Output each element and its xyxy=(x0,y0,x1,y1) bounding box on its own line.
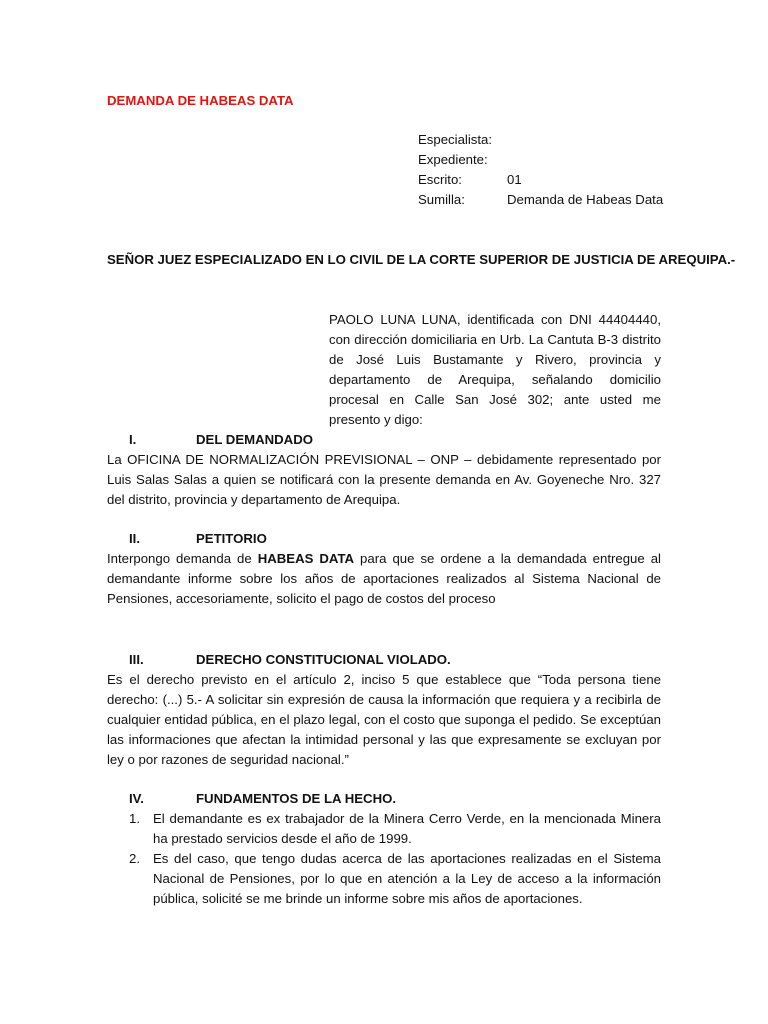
list-item xyxy=(107,809,661,849)
plaintiff-intro: PAOLO LUNA LUNA, identificada con DNI 44404440, con dirección domiciliaria en Urb. La Cantuta B-3 distrito de José Luis Bustamante y Rivero, provincia y departamento de Arequipa, señalando domicilio procesal en Calle San José 302; ante usted me presento y digo: xyxy=(329,312,661,427)
section-number: IV. xyxy=(129,791,144,806)
facts-list xyxy=(107,809,661,909)
section-heading xyxy=(107,650,661,670)
section-title: PETITORIO xyxy=(196,531,267,546)
body-text: para que se ordene a la demandada entregue al demandante informe sobre los años de aportaciones realizados al Sistema Nacional de Pensiones, accesoriamente, solicito el pago de costos del proceso xyxy=(107,551,661,606)
meta-label: Especialista: xyxy=(418,132,493,147)
section-fundamentos xyxy=(107,789,661,909)
section-heading xyxy=(107,529,661,549)
section-number: II. xyxy=(129,531,140,546)
list-item xyxy=(107,849,661,909)
list-item-number: 1. xyxy=(129,811,140,826)
section-title: DEL DEMANDADO xyxy=(196,432,313,447)
addressee-line: SEÑOR JUEZ ESPECIALIZADO EN LO CIVIL DE LA CORTE SUPERIOR DE JUSTICIA DE AREQUIPA.- xyxy=(107,252,736,267)
section-body: Es el derecho previsto en el artículo 2, inciso 5 que establece que “Toda persona tiene derecho: (...) 5.- A solicitar sin expresión de causa la información que requiera y a recibirla de cualquier entidad pública, en el plazo legal, con el costo que suponga el pedido. Se exceptúan las informaciones que afectan la intimidad personal y las que expresamente se excluyan por ley o por razones de seguridad nacional.” xyxy=(107,672,661,767)
section-title: FUNDAMENTOS DE LA HECHO. xyxy=(196,791,397,806)
section-derecho-violado xyxy=(107,650,661,770)
body-text: Interpongo demanda de xyxy=(107,551,258,566)
section-heading xyxy=(107,789,661,809)
section-body xyxy=(107,549,661,609)
meta-row-expediente xyxy=(418,150,663,170)
meta-value: Demanda de Habeas Data xyxy=(507,192,664,207)
meta-row-especialista xyxy=(418,130,663,150)
section-number: III. xyxy=(129,652,144,667)
meta-label: Expediente: xyxy=(418,152,488,167)
section-title: DERECHO CONSTITUCIONAL VIOLADO. xyxy=(196,652,451,667)
section-demandado xyxy=(107,430,661,510)
section-number: I. xyxy=(129,432,137,447)
document-title: DEMANDA DE HABEAS DATA xyxy=(107,93,294,108)
list-item-text: El demandante es ex trabajador de la Minera Cerro Verde, en la mencionada Minera ha prestado servicios desde el año de 1999. xyxy=(153,811,661,846)
section-body: La OFICINA DE NORMALIZACIÓN PREVISIONAL – ONP – debidamente representado por Luis Salas Salas a quien se notificará con la presente demanda en Av. Goyeneche Nro. 327 del distrito, provincia y departamento de Arequipa. xyxy=(107,452,661,507)
list-item-text: Es del caso, que tengo dudas acerca de las aportaciones realizadas en el Sistema Nacional de Pensiones, por lo que en atención a la Ley de acceso a la información pública, solicité se me brinde un informe sobre mis años de aportaciones. xyxy=(153,851,661,906)
case-metadata xyxy=(418,130,663,210)
meta-label: Escrito: xyxy=(418,172,462,187)
section-petitorio xyxy=(107,529,661,609)
list-item-number: 2. xyxy=(129,851,140,866)
meta-label: Sumilla: xyxy=(418,192,465,207)
body-emphasis: HABEAS DATA xyxy=(257,551,355,566)
section-heading xyxy=(107,430,661,450)
meta-row-escrito xyxy=(418,170,663,190)
meta-value: 01 xyxy=(507,172,522,187)
meta-row-sumilla xyxy=(418,190,663,210)
